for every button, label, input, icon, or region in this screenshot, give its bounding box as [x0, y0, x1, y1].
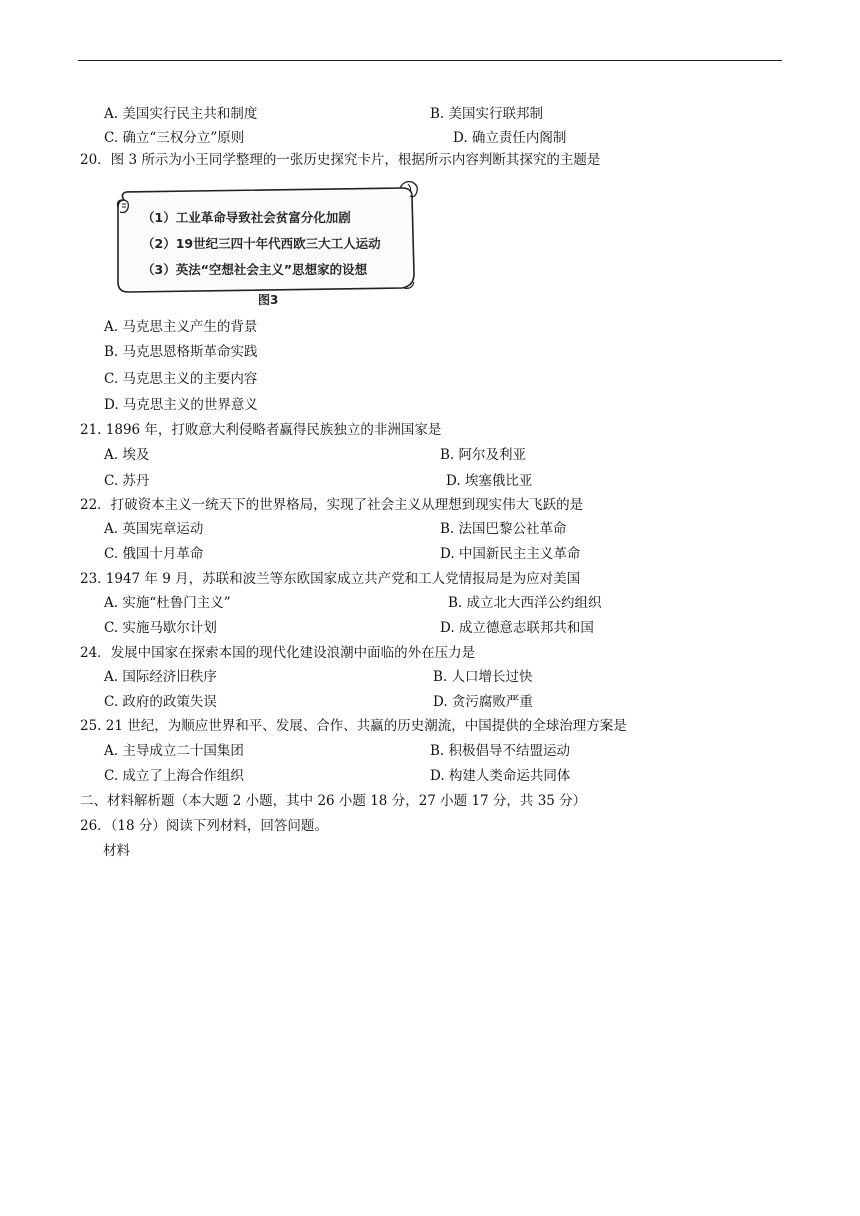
- q19-option-b: B. 美国实行联邦制: [430, 106, 544, 122]
- q24-option-a: A. 国际经济旧秩序: [104, 669, 217, 685]
- scroll-item-1: （1）工业革命导致社会贫富分化加剧: [142, 210, 351, 225]
- header-rule: [78, 60, 782, 61]
- q24-option-b: B. 人口增长过快: [433, 669, 533, 685]
- q25-option-d: D. 构建人类命运共同体: [430, 768, 571, 784]
- q21-option-b: B. 阿尔及利亚: [440, 447, 527, 463]
- q21-stem: 21. 1896 年，打败意大利侵略者赢得民族独立的非洲国家是: [80, 422, 442, 438]
- q20-option-d: D. 马克思主义的世界意义: [104, 397, 258, 413]
- q22-option-a: A. 英国宪章运动: [104, 521, 204, 537]
- q23-option-b: B. 成立北大西洋公约组织: [448, 595, 602, 611]
- q23-option-d: D. 成立德意志联邦共和国: [440, 620, 594, 636]
- q19-option-a: A. 美国实行民主共和制度: [104, 106, 258, 122]
- q21-option-a: A. 埃及: [104, 447, 150, 463]
- q20-option-c: C. 马克思主义的主要内容: [104, 371, 258, 387]
- q23-option-a: A. 实施“杜鲁门主义”: [104, 595, 231, 611]
- q20-stem: 20．图 3 所示为小王同学整理的一张历史探究卡片，根据所示内容判断其探究的主题是: [80, 152, 601, 168]
- q21-option-c: C. 苏丹: [104, 473, 150, 489]
- q24-option-c: C. 政府的政策失误: [104, 694, 217, 710]
- q21-option-d: D. 埃塞俄比亚: [446, 473, 533, 489]
- q25-stem: 25. 21 世纪，为顺应世界和平、发展、合作、共赢的历史潮流，中国提供的全球治理方案是: [80, 718, 627, 734]
- q19-option-d: D. 确立责任内阁制: [453, 130, 567, 146]
- figure-caption: 图3: [258, 293, 279, 307]
- q22-option-d: D. 中国新民主主义革命: [440, 546, 581, 562]
- q20-figure-scroll-card: [112, 178, 422, 310]
- q20-option-b: B. 马克思恩格斯革命实践: [104, 344, 258, 360]
- scroll-item-3: （3）英法“空想社会主义”思想家的设想: [142, 262, 368, 277]
- q26-material-label: 材料: [103, 843, 130, 859]
- scroll-item-2: （2）19世纪三四十年代西欧三大工人运动: [142, 236, 381, 251]
- q25-option-a: A. 主导成立二十国集团: [104, 743, 244, 759]
- q23-option-c: C. 实施马歇尔计划: [104, 620, 217, 636]
- q20-option-a: A. 马克思主义产生的背景: [104, 319, 258, 335]
- q24-option-d: D. 贪污腐败严重: [433, 694, 533, 710]
- q25-option-b: B. 积极倡导不结盟运动: [430, 743, 571, 759]
- q26-stem: 26．（18 分）阅读下列材料，回答问题。: [80, 818, 328, 834]
- q24-stem: 24．发展中国家在探索本国的现代化建设浪潮中面临的外在压力是: [80, 645, 476, 661]
- q22-option-c: C. 俄国十月革命: [104, 546, 204, 562]
- q25-option-c: C. 成立了上海合作组织: [104, 768, 244, 784]
- section2-heading: 二、材料解析题（本大题 2 小题，其中 26 小题 18 分，27 小题 17 分，共 35 分）: [80, 793, 587, 809]
- q19-option-c: C. 确立“三权分立”原则: [104, 130, 245, 146]
- q22-stem: 22．打破资本主义一统天下的世界格局，实现了社会主义从理想到现实伟大飞跃的是: [80, 497, 584, 513]
- q23-stem: 23. 1947 年 9 月，苏联和波兰等东欧国家成立共产党和工人党情报局是为应对美国: [80, 571, 581, 587]
- q22-option-b: B. 法国巴黎公社革命: [440, 521, 567, 537]
